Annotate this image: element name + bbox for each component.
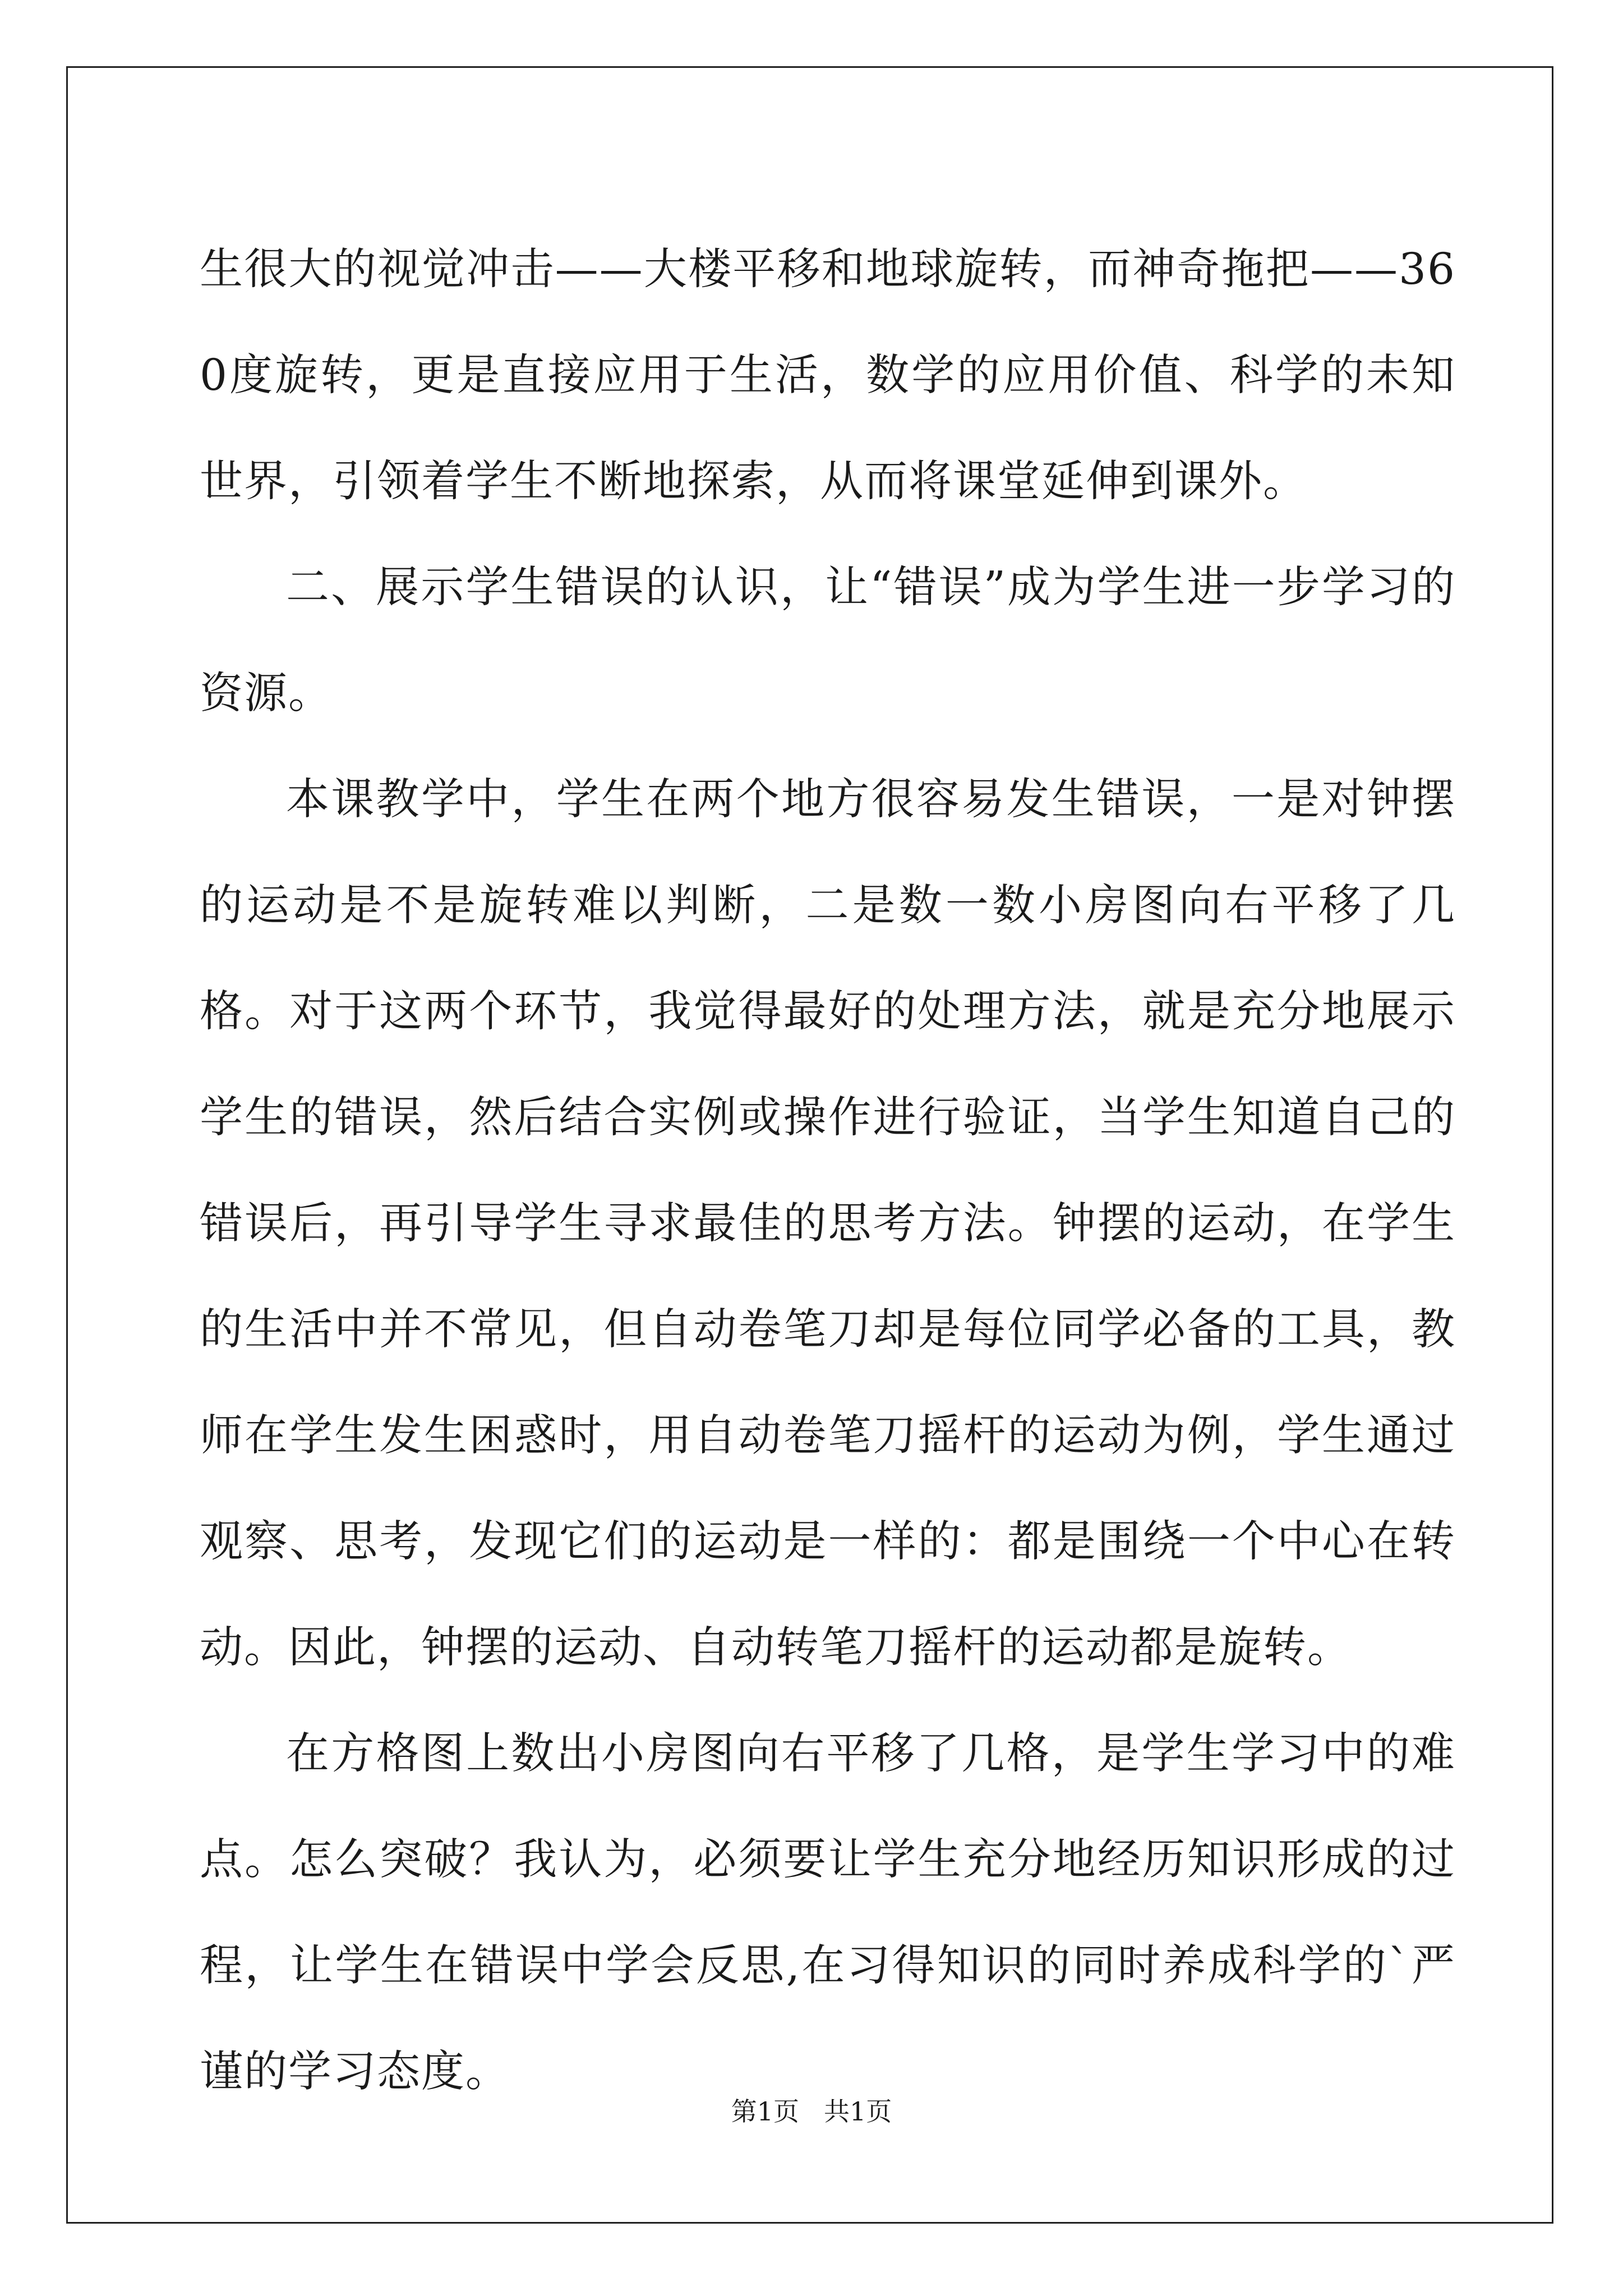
paragraph-3: 本课教学中，学生在两个地方很容易发生错误，一是对钟摆的运动是不是旋转难以判断，二是数一数小房图向右平移了几格。对于这两个环节，我觉得最好的处理方法，就是充分地展示学生的错误，然后结合实例或操作进行验证，当学生知道自己的错误后，再引导学生寻求最佳的思考方法。钟摆的运动，在学生的生活中并不常见，但自动卷笔刀却是每位同学必备的工具，教师在学生发生困惑时，用自动卷笔刀摇杆的运动为例，学生通过观察、思考，发现它们的运动是一样的：都是围绕一个中心在转动。因此，钟摆的运动、自动转笔刀摇杆的运动都是旋转。 bbox=[200, 775, 1456, 1673]
page-total: 共1页 bbox=[823, 2096, 892, 2127]
paragraph-4: 在方格图上数出小房图向右平移了几格，是学生学习中的难点。怎么突破？我认为，必须要让学生充分地经历知识形成的过程，让学生在错误中学会反思,在习得知识的同时养成科学的`严谨的学习态度。 bbox=[200, 1729, 1456, 2097]
paragraph-2: 二、展示学生错误的认识，让“错误”成为学生进一步学习的资源。 bbox=[200, 563, 1456, 719]
page-number: 第1页 bbox=[731, 2096, 800, 2127]
page-footer bbox=[0, 2091, 1623, 2128]
document-body bbox=[200, 217, 1456, 2125]
paragraph-1: 生很大的视觉冲击——大楼平移和地球旋转，而神奇拖把——360度旋转，更是直接应用于生活，数学的应用价值、科学的未知世界，引领着学生不断地探索，从而将课堂延伸到课外。 bbox=[200, 245, 1456, 507]
footer-separator bbox=[799, 2096, 824, 2127]
